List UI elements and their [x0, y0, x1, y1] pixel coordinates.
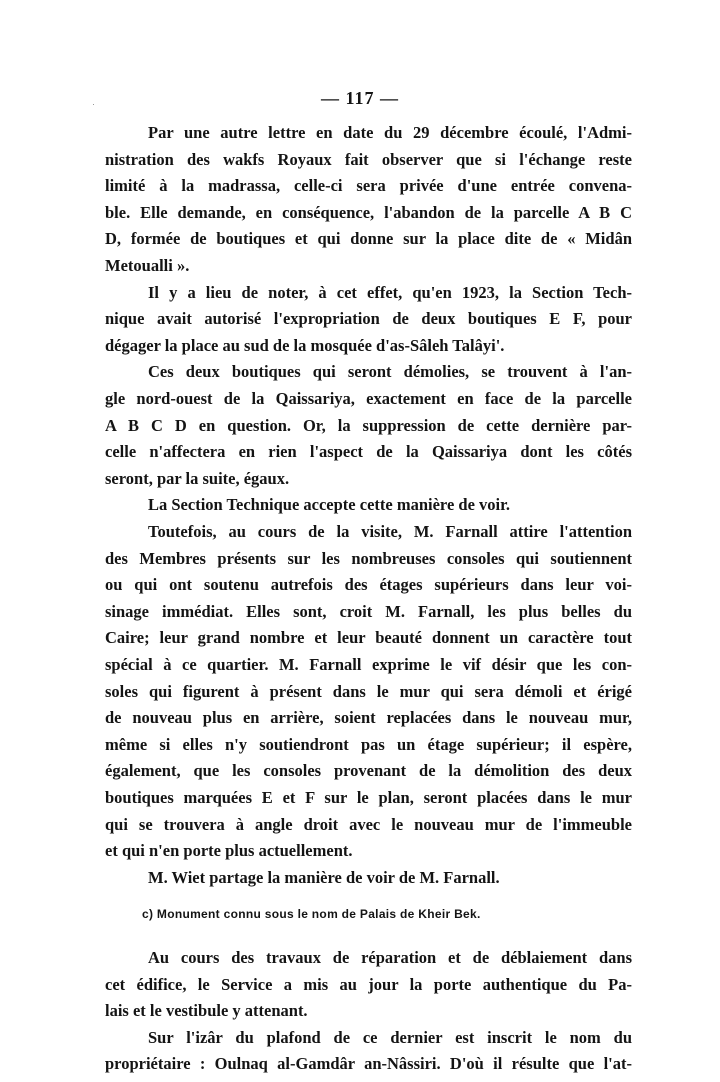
text-line: A B C D en question. Or, la suppression de cette dernière par-	[105, 415, 632, 435]
text-line: celle n'affectera en rien l'aspect de la Qaissariya dont les côtés	[105, 442, 632, 462]
section-heading: c) Monument connu sous le nom de Palais de Kheir Bek.	[142, 907, 481, 921]
text-line: gle nord-ouest de la Qaissariya, exactement en face de la parcelle	[105, 389, 632, 408]
text-line: cet édifice, le Service a mis au jour la porte authentique du Pa-	[105, 974, 632, 994]
text-line: également, que les consoles provenant de la démolition des deux	[105, 761, 632, 781]
page-number: — 117 —	[320, 88, 399, 108]
text-line: qui se trouvera à angle droit avec le nouveau mur de l'immeuble	[105, 814, 632, 834]
text-line: lais et le vestibule y attenant.	[105, 1001, 308, 1021]
text-line: Au cours des travaux de réparation et de déblaiement dans	[148, 948, 632, 967]
text-line: nique avait autorisé l'expropriation de deux boutiques E F, pour	[105, 309, 632, 329]
text-line: dégager la place au sud de la mosquée d'as-Sâleh Talâyi'.	[105, 335, 505, 355]
text-line: seront, par la suite, égaux.	[105, 468, 290, 488]
text-line: de nouveau plus en arrière, soient replacées dans le nouveau mur,	[105, 708, 632, 728]
text-line: limité à la madrassa, celle-ci sera privée d'une entrée convena-	[105, 176, 632, 196]
text-line: ou qui ont soutenu autrefois des étages supérieurs dans leur voi-	[105, 575, 632, 595]
text-line: même si elles n'y soutiendront pas un étage supérieur; il espère,	[105, 734, 632, 754]
text-line: Caire; leur grand nombre et leur beauté donnent un caractère tout	[105, 628, 632, 648]
text-line: propriétaire : Oulnaq al-Gamdâr an-Nâssiri. D'où il résulte que l'at-	[105, 1054, 632, 1074]
text-line: ble. Elle demande, en conséquence, l'abandon de la parcelle A B C	[105, 202, 632, 222]
text-line: M. Wiet partage la manière de voir de M. Farnall.	[148, 867, 500, 887]
text-line: des Membres présents sur les nombreuses consoles qui soutiennent	[105, 548, 632, 568]
text-line: Toutefois, au cours de la visite, M. Farnall attire l'attention	[148, 522, 632, 541]
text-line: La Section Technique accepte cette manière de voir.	[148, 495, 511, 515]
text-line: Metoualli ».	[105, 256, 190, 275]
text-line: nistration des wakfs Royaux fait observer que si l'échange reste	[105, 149, 632, 169]
text-line: soles qui figurent à présent dans le mur qui sera démoli et érigé	[105, 681, 632, 701]
text-line: spécial à ce quartier. M. Farnall exprime le vif désir que les con-	[105, 655, 632, 674]
text-line: D, formée de boutiques et qui donne sur la place dite de « Midân	[105, 229, 632, 249]
text-line: Ces deux boutiques qui seront démolies, se trouvent à l'an-	[148, 362, 632, 382]
text-line: boutiques marquées E et F sur le plan, seront placées dans le mur	[105, 788, 632, 807]
text-line: et qui n'en porte plus actuellement.	[105, 841, 353, 861]
text-line: Il y a lieu de noter, à cet effet, qu'en 1923, la Section Tech-	[148, 282, 632, 302]
text-line: Sur l'izâr du plafond de ce dernier est inscrit le nom du	[148, 1027, 632, 1047]
text-line: sinage immédiat. Elles sont, croit M. Farnall, les plus belles du	[105, 601, 632, 621]
text-line: Par une autre lettre en date du 29 décembre écoulé, l'Admi-	[148, 123, 632, 142]
